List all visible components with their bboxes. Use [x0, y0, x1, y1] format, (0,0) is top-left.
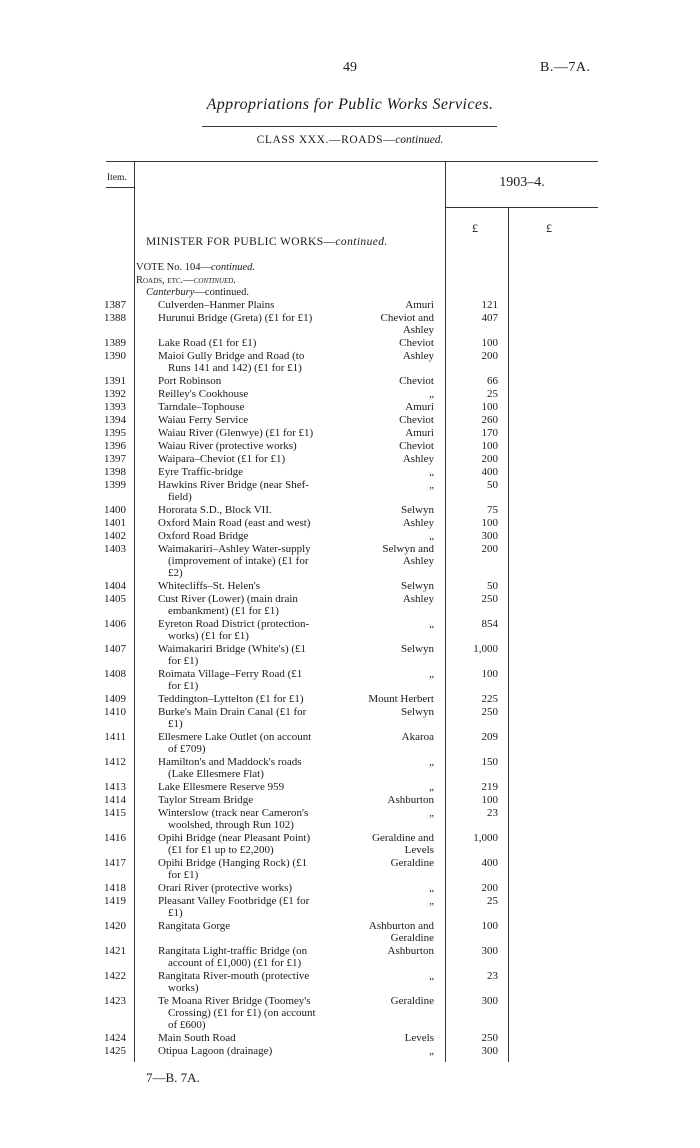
electorate [350, 857, 434, 869]
ministry-heading [146, 236, 388, 248]
item-head-rule [106, 187, 134, 188]
amount: 300 [481, 530, 498, 542]
electorate-line: Geraldine [390, 995, 434, 1007]
item-description [158, 388, 356, 400]
description-line: Eyre Traffic-bridge [158, 466, 244, 478]
item-number: 1401 [104, 517, 126, 529]
electorate [350, 920, 434, 944]
item-description [158, 895, 356, 919]
item-number: 1405 [104, 593, 126, 605]
item-number: 1396 [104, 440, 126, 452]
description-line: Main South Road [158, 1032, 236, 1044]
item-number: 1394 [104, 414, 126, 426]
roads-heading [136, 275, 236, 286]
description-line: (improvement of intake) (£1 for [168, 555, 309, 567]
amount: 250 [481, 1032, 498, 1044]
item-number: 1410 [104, 706, 126, 718]
description-line: Culverden–Hanmer Plains [158, 299, 275, 311]
amount-column-left-rule [445, 162, 446, 1062]
description-line: Lake Road (£1 for £1) [158, 337, 257, 349]
electorate [350, 504, 434, 516]
amount: 209 [481, 731, 498, 743]
electorate-line: Cheviot [399, 375, 434, 387]
amount: 170 [481, 427, 498, 439]
electorate [350, 618, 434, 630]
electorate-line: Amuri [405, 401, 434, 413]
item-description [158, 643, 356, 667]
item-number: 1407 [104, 643, 126, 655]
electorate-line: Selwyn [401, 643, 434, 655]
amount: 407 [481, 312, 498, 324]
description-line: Opihi Bridge (near Pleasant Point) [158, 832, 311, 844]
item-description [158, 312, 356, 324]
item-number: 1392 [104, 388, 126, 400]
amount: 100 [481, 440, 498, 452]
description-line: Te Moana River Bridge (Toomey's [158, 995, 311, 1007]
amount: 300 [481, 1045, 498, 1057]
item-number: 1387 [104, 299, 126, 311]
amount: 200 [481, 453, 498, 465]
description-line: Waimakariri–Ashley Water-supply [158, 543, 311, 555]
electorate [350, 517, 434, 529]
item-number: 1412 [104, 756, 126, 768]
item-description [158, 970, 356, 994]
electorate-line: Ashley [402, 453, 434, 465]
electorate [350, 440, 434, 452]
electorate-line: Selwyn [401, 504, 434, 516]
electorate [350, 350, 434, 362]
electorate [350, 895, 434, 907]
item-number: 1420 [104, 920, 126, 932]
amount: 25 [487, 388, 498, 400]
amount: 200 [481, 882, 498, 894]
vote-suffix: continued. [210, 262, 255, 273]
electorate-line: „ [429, 756, 434, 768]
description-line: Otipua Lagoon (drainage) [158, 1045, 273, 1057]
amount: 50 [487, 580, 498, 592]
item-number: 1418 [104, 882, 126, 894]
electorate [350, 543, 434, 567]
description-line: Burke's Main Drain Canal (£1 for [158, 706, 307, 718]
amount: 400 [481, 857, 498, 869]
amount: 200 [481, 350, 498, 362]
item-number: 1399 [104, 479, 126, 491]
description-line: £2) [168, 567, 183, 579]
description-line: Hawkins River Bridge (near Shef- [158, 479, 309, 491]
item-description [158, 945, 356, 969]
electorate [350, 401, 434, 413]
electorate [350, 756, 434, 768]
item-column-header: Item. [107, 173, 127, 183]
item-description [158, 618, 356, 642]
item-number: 1397 [104, 453, 126, 465]
description-line: works) (£1 for £1) [168, 630, 249, 642]
item-number: 1403 [104, 543, 126, 555]
description-line: Port Robinson [158, 375, 222, 387]
electorate-line: „ [429, 882, 434, 894]
item-description [158, 580, 356, 592]
electorate-line: Cheviot [399, 440, 434, 452]
item-number: 1404 [104, 580, 126, 592]
item-number: 1417 [104, 857, 126, 869]
electorate [350, 693, 434, 705]
electorate [350, 1045, 434, 1057]
description-line: for £1) [168, 680, 199, 692]
amount: 50 [487, 479, 498, 491]
item-number: 1416 [104, 832, 126, 844]
description-line: Oxford Road Bridge [158, 530, 249, 542]
electorate-line: „ [429, 530, 434, 542]
amount: 66 [487, 375, 498, 387]
description-line: £1) [168, 718, 183, 730]
electorate-line: Selwyn and [382, 543, 434, 555]
footer-signature: 7—B. 7A. [146, 1070, 200, 1085]
description-line: for £1) [168, 869, 199, 881]
item-description [158, 706, 356, 730]
description-line: Waipara–Cheviot (£1 for £1) [158, 453, 286, 465]
electorate-line: „ [429, 1045, 434, 1057]
item-number: 1408 [104, 668, 126, 680]
item-description [158, 668, 356, 692]
electorate [350, 781, 434, 793]
electorate [350, 466, 434, 478]
item-description [158, 1032, 356, 1044]
description-line: (Lake Ellesmere Flat) [168, 768, 264, 780]
year-head-rule [446, 207, 598, 208]
item-description [158, 517, 356, 529]
amount: 100 [481, 517, 498, 529]
description-line: Ellesmere Lake Outlet (on account [158, 731, 312, 743]
item-description [158, 882, 356, 894]
electorate-line: Ashley [402, 517, 434, 529]
description-line: Hamilton's and Maddock's roads [158, 756, 302, 768]
electorate-line: Geraldine [390, 857, 434, 869]
description-line: embankment) (£1 for £1) [168, 605, 279, 617]
ministry-suffix: continued. [335, 236, 388, 248]
amount: 150 [481, 756, 498, 768]
electorate [350, 453, 434, 465]
electorate-line: „ [429, 388, 434, 400]
district-suffix: —continued. [194, 287, 249, 298]
description-line: (£1 for £1 up to £2,200) [168, 844, 274, 856]
electorate [350, 945, 434, 957]
electorate-line: Selwyn [401, 580, 434, 592]
electorate-line: Selwyn [401, 706, 434, 718]
district-text: Canterbury [146, 287, 195, 298]
item-number: 1414 [104, 794, 126, 806]
item-description [158, 807, 356, 831]
electorate-line: Ashley [402, 593, 434, 605]
description-line: £1) [168, 907, 183, 919]
electorate-line: Ashley [402, 324, 434, 336]
item-description [158, 504, 356, 516]
electorate-line: Ashburton [387, 945, 434, 957]
page-number: 49 [343, 60, 357, 75]
vote-heading [136, 262, 255, 273]
item-description [158, 299, 356, 311]
description-line: Orari River (protective works) [158, 882, 293, 894]
item-number: 1406 [104, 618, 126, 630]
amount: 23 [487, 970, 498, 982]
amount: 260 [481, 414, 498, 426]
amount: 25 [487, 895, 498, 907]
description-line: of £709) [168, 743, 206, 755]
electorate [350, 479, 434, 491]
amount: 300 [481, 945, 498, 957]
class-title-text: CLASS XXX.—ROADS— [256, 134, 396, 146]
electorate [350, 580, 434, 592]
item-number: 1388 [104, 312, 126, 324]
item-description [158, 401, 356, 413]
item-description [158, 440, 356, 452]
electorate [350, 706, 434, 718]
item-number: 1419 [104, 895, 126, 907]
description-line: account of £1,000) (£1 for £1) [168, 957, 302, 969]
electorate-line: Akaroa [401, 731, 434, 743]
electorate [350, 388, 434, 400]
electorate [350, 299, 434, 311]
electorate-line: „ [429, 479, 434, 491]
electorate-line: „ [429, 668, 434, 680]
electorate [350, 530, 434, 542]
description-line: Reilley's Cookhouse [158, 388, 249, 400]
description-line: Waimakariri Bridge (White's) (£1 [158, 643, 307, 655]
electorate [350, 414, 434, 426]
description-line: Winterslow (track near Cameron's [158, 807, 309, 819]
item-description [158, 543, 356, 579]
electorate-line: Ashley [402, 350, 434, 362]
year-column-header: 1903–4. [499, 175, 545, 190]
description-line: Teddington–Lyttelton (£1 for £1) [158, 693, 304, 705]
item-description [158, 920, 356, 932]
item-description [158, 427, 356, 439]
electorate-line: Ashley [402, 555, 434, 567]
description-line: Lake Ellesmere Reserve 959 [158, 781, 285, 793]
electorate-line: „ [429, 781, 434, 793]
electorate-line: „ [429, 618, 434, 630]
description-line: Eyreton Road District (protection- [158, 618, 310, 630]
amount: 200 [481, 543, 498, 555]
electorate-line: „ [429, 895, 434, 907]
amount: 854 [481, 618, 498, 630]
description-line: Hurunui Bridge (Greta) (£1 for £1) [158, 312, 313, 324]
item-number: 1424 [104, 1032, 126, 1044]
electorate-line: Levels [404, 1032, 434, 1044]
description-line: of £600) [168, 1019, 206, 1031]
amount: 121 [481, 299, 498, 311]
item-description [158, 756, 356, 780]
amount: 100 [481, 401, 498, 413]
amount: 250 [481, 593, 498, 605]
electorate [350, 882, 434, 894]
item-description [158, 781, 356, 793]
roads-suffix: continued. [193, 275, 236, 286]
electorate-line: Geraldine [390, 932, 434, 944]
electorate [350, 593, 434, 605]
item-description [158, 1045, 356, 1057]
amount: 219 [481, 781, 498, 793]
item-number: 1415 [104, 807, 126, 819]
currency-symbol: £ [546, 221, 552, 235]
item-column-rule [134, 162, 135, 1062]
item-number: 1421 [104, 945, 126, 957]
electorate [350, 643, 434, 655]
item-number: 1423 [104, 995, 126, 1007]
description-line: Whitecliffs–St. Helen's [158, 580, 260, 592]
amount: 300 [481, 995, 498, 1007]
description-line: woolshed, through Run 102) [168, 819, 294, 831]
district-heading [146, 287, 249, 298]
document-reference: B.—7A. [540, 60, 591, 75]
electorate [350, 970, 434, 982]
electorate [350, 794, 434, 806]
amount: 1,000 [473, 832, 498, 844]
class-title-suffix: continued. [395, 134, 444, 146]
electorate-line: „ [429, 970, 434, 982]
item-number: 1402 [104, 530, 126, 542]
class-title [0, 134, 700, 146]
description-line: works) [168, 982, 199, 994]
electorate-line: „ [429, 466, 434, 478]
electorate [350, 375, 434, 387]
item-number: 1393 [104, 401, 126, 413]
item-description [158, 466, 356, 478]
electorate [350, 995, 434, 1007]
table-top-rule [106, 161, 598, 162]
item-number: 1398 [104, 466, 126, 478]
electorate [350, 337, 434, 349]
electorate [350, 807, 434, 819]
description-line: Opihi Bridge (Hanging Rock) (£1 [158, 857, 308, 869]
electorate-line: Amuri [405, 427, 434, 439]
description-line: Waiau Ferry Service [158, 414, 249, 426]
description-line: Rangitata Gorge [158, 920, 231, 932]
item-description [158, 337, 356, 349]
description-line: Waiau River (Glenwye) (£1 for £1) [158, 427, 314, 439]
item-description [158, 453, 356, 465]
item-description [158, 375, 356, 387]
amount: 100 [481, 794, 498, 806]
amount: 75 [487, 504, 498, 516]
item-number: 1391 [104, 375, 126, 387]
item-number: 1389 [104, 337, 126, 349]
vote-text: VOTE No. 104— [136, 262, 211, 273]
amount: 100 [481, 920, 498, 932]
item-number: 1425 [104, 1045, 126, 1057]
description-line: Rangitata River-mouth (protective [158, 970, 310, 982]
description-line: Pleasant Valley Footbridge (£1 for [158, 895, 310, 907]
description-line: Crossing) (£1 for £1) (on account [168, 1007, 316, 1019]
roads-text: Roads, etc.— [136, 275, 194, 286]
amount: 100 [481, 337, 498, 349]
amount: 1,000 [473, 643, 498, 655]
amount: 100 [481, 668, 498, 680]
amount: 250 [481, 706, 498, 718]
item-description [158, 857, 356, 881]
amount: 400 [481, 466, 498, 478]
item-number: 1395 [104, 427, 126, 439]
electorate-line: Mount Herbert [368, 693, 434, 705]
title-rule [202, 126, 497, 127]
item-description [158, 530, 356, 542]
item-description [158, 794, 356, 806]
description-line: Hororata S.D., Block VII. [158, 504, 272, 516]
electorate [350, 731, 434, 743]
description-line: Maioi Gully Bridge and Road (to [158, 350, 305, 362]
item-description [158, 479, 356, 503]
electorate-line: Cheviot [399, 337, 434, 349]
item-description [158, 693, 356, 705]
electorate-line: „ [429, 807, 434, 819]
description-line: Waiau River (protective works) [158, 440, 297, 452]
electorate-line: Ashburton [387, 794, 434, 806]
ministry-text: MINISTER FOR PUBLIC WORKS— [146, 236, 336, 248]
item-number: 1413 [104, 781, 126, 793]
amount-column-mid-rule [508, 208, 509, 1062]
amount: 23 [487, 807, 498, 819]
description-line: Roimata Village–Ferry Road (£1 [158, 668, 303, 680]
electorate-line: Levels [404, 844, 434, 856]
amount: 225 [481, 693, 498, 705]
item-number: 1400 [104, 504, 126, 516]
item-description [158, 731, 356, 755]
currency-symbol: £ [472, 221, 478, 235]
electorate [350, 832, 434, 856]
description-line: Tarndale–Tophouse [158, 401, 245, 413]
item-description [158, 350, 356, 374]
electorate-line: Ashburton and [368, 920, 434, 932]
item-number: 1409 [104, 693, 126, 705]
item-number: 1390 [104, 350, 126, 362]
item-description [158, 995, 356, 1031]
description-line: field) [168, 491, 192, 503]
description-line: Oxford Main Road (east and west) [158, 517, 311, 529]
item-description [158, 593, 356, 617]
electorate [350, 668, 434, 680]
electorate [350, 1032, 434, 1044]
electorate-line: Cheviot [399, 414, 434, 426]
item-description [158, 832, 356, 856]
electorate [350, 312, 434, 336]
description-line: Runs 141 and 142) (£1 for £1) [168, 362, 302, 374]
description-line: Cust River (Lower) (main drain [158, 593, 298, 605]
description-line: for £1) [168, 655, 199, 667]
electorate-line: Amuri [405, 299, 434, 311]
description-line: Taylor Stream Bridge [158, 794, 254, 806]
item-description [158, 414, 356, 426]
item-number: 1422 [104, 970, 126, 982]
description-line: Rangitata Light-traffic Bridge (on [158, 945, 308, 957]
item-number: 1411 [104, 731, 126, 743]
electorate-line: Geraldine and [372, 832, 434, 844]
electorate [350, 427, 434, 439]
running-title: Appropriations for Public Works Services. [206, 96, 494, 113]
electorate-line: Cheviot and [380, 312, 434, 324]
